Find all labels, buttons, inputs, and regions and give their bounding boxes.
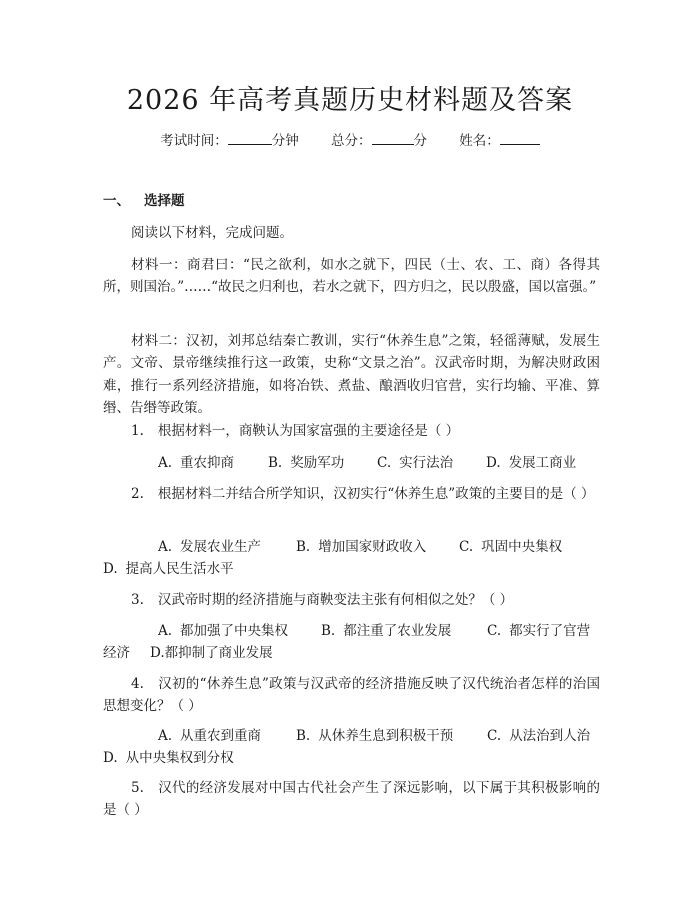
question-number: 3.: [131, 592, 144, 608]
option-letter: D.: [103, 750, 118, 767]
option-letter: A.: [158, 728, 173, 744]
option-a[interactable]: [158, 725, 261, 747]
option-b[interactable]: [268, 452, 344, 474]
option-text: 都实行了官营: [509, 623, 591, 639]
option-letter: A.: [158, 623, 173, 639]
exam-meta-line: [0, 131, 700, 151]
material-two: 材料二：汉初，刘邦总结秦亡教训，实行“休养生息”之策，轻徭薄赋，发展生产。文帝、景帝继续推行这一政策，史称“文景之治”。汉武帝时期，为解决财政困难，推行一系列经济措施，如将冶铁、煮盐、酿酒收归官营，实行均输、平准、算缗、告缗等政策。: [103, 333, 600, 417]
option-b[interactable]: [321, 620, 451, 642]
student-name-field: [459, 131, 540, 151]
question-number: 4.: [131, 676, 144, 692]
option-b[interactable]: [296, 725, 453, 747]
option-letter: C.: [487, 623, 502, 639]
option-a[interactable]: [158, 536, 261, 558]
option-d[interactable]: [486, 452, 576, 474]
option-text: 从重农到重商: [180, 728, 262, 744]
question-text: 根据材料一，商鞅认为国家富强的主要途径是（ ）: [157, 423, 460, 439]
exam-time-blank[interactable]: [228, 132, 272, 145]
option-a[interactable]: [158, 620, 288, 642]
option-c[interactable]: [377, 452, 453, 474]
section-title: 选择题: [144, 193, 185, 209]
option-text: 巩固中央集权: [481, 539, 563, 555]
option-text: 经济: [103, 645, 130, 662]
option-c[interactable]: [487, 620, 590, 642]
option-a[interactable]: [158, 452, 234, 474]
option-text: 都注重了农业发展: [343, 623, 452, 639]
question-2: [103, 483, 600, 505]
option-letter: C.: [459, 539, 474, 555]
option-c-continued[interactable]: [103, 642, 273, 664]
total-score-unit: 分: [413, 133, 427, 149]
option-d[interactable]: [103, 747, 234, 769]
material-one: 材料一：商君曰：“民之欲利，如水之就下，四民（士、农、工、商）各得其所，则国治。”……“故民之归利也，若水之就下，四方归之，民以殷盛，国以富强。”: [103, 257, 600, 296]
total-score-field: [331, 131, 427, 151]
option-text: 都抑制了商业发展: [164, 645, 273, 662]
option-text: 从休养生息到积极干预: [318, 728, 454, 744]
question-number: 1.: [131, 423, 144, 439]
student-name-blank[interactable]: [500, 132, 540, 145]
option-letter: D.: [150, 645, 165, 662]
total-score-blank[interactable]: [372, 132, 414, 145]
section-number: 一、: [103, 193, 130, 209]
total-score-label: 总分：: [331, 133, 372, 149]
instruction-text: 阅读以下材料，完成问题。: [131, 225, 293, 241]
option-letter: D.: [103, 561, 118, 578]
option-text: 都加强了中央集权: [180, 623, 289, 639]
option-text: 从法治到人治: [509, 728, 591, 744]
question-text: 根据材料二并结合所学知识，汉初实行“休养生息”政策的主要目的是（ ）: [157, 486, 595, 502]
option-letter: D.: [486, 455, 501, 471]
question-text: 汉初的“休养生息”政策与汉武帝的经济措施反映了汉代统治者怎样的治国思想变化？（ ）: [103, 676, 600, 715]
student-name-label: 姓名：: [459, 133, 500, 149]
option-d[interactable]: [103, 558, 234, 580]
question-text: 汉武帝时期的经济措施与商鞅变法主张有何相似之处？（ ）: [157, 592, 514, 608]
question-number: 5.: [131, 780, 144, 796]
question-text: 汉代的经济发展对中国古代社会产生了深远影响，以下属于其积极影响的是（ ）: [103, 780, 600, 819]
option-letter: C.: [487, 728, 502, 744]
option-letter: C.: [377, 455, 392, 471]
exam-time-unit: 分钟: [271, 133, 299, 149]
option-text: 重农抑商: [180, 455, 235, 471]
exam-time-field: [160, 131, 299, 151]
question-number: 2.: [131, 486, 144, 502]
option-d[interactable]: [150, 645, 273, 661]
option-letter: B.: [321, 623, 336, 639]
question-3: [103, 589, 600, 611]
option-text: 发展农业生产: [180, 539, 262, 555]
option-letter: B.: [296, 728, 311, 744]
section-heading: [103, 191, 185, 211]
exam-time-label: 考试时间：: [160, 133, 228, 149]
option-b[interactable]: [296, 536, 426, 558]
question-1: [103, 420, 600, 442]
option-text: 从中央集权到分权: [125, 750, 234, 767]
question-4: [103, 673, 600, 718]
option-letter: A.: [158, 539, 173, 555]
page-title: 2026 年高考真题历史材料题及答案: [126, 85, 574, 116]
option-c[interactable]: [487, 725, 590, 747]
option-text: 实行法治: [399, 455, 454, 471]
option-text: 提高人民生活水平: [125, 561, 234, 578]
option-c[interactable]: [459, 536, 562, 558]
option-letter: B.: [296, 539, 311, 555]
option-text: 奖励军功: [290, 455, 345, 471]
option-letter: B.: [268, 455, 283, 471]
option-text: 发展工商业: [508, 455, 577, 471]
question-5: [103, 777, 600, 822]
option-letter: A.: [158, 455, 173, 471]
option-text: 增加国家财政收入: [318, 539, 427, 555]
